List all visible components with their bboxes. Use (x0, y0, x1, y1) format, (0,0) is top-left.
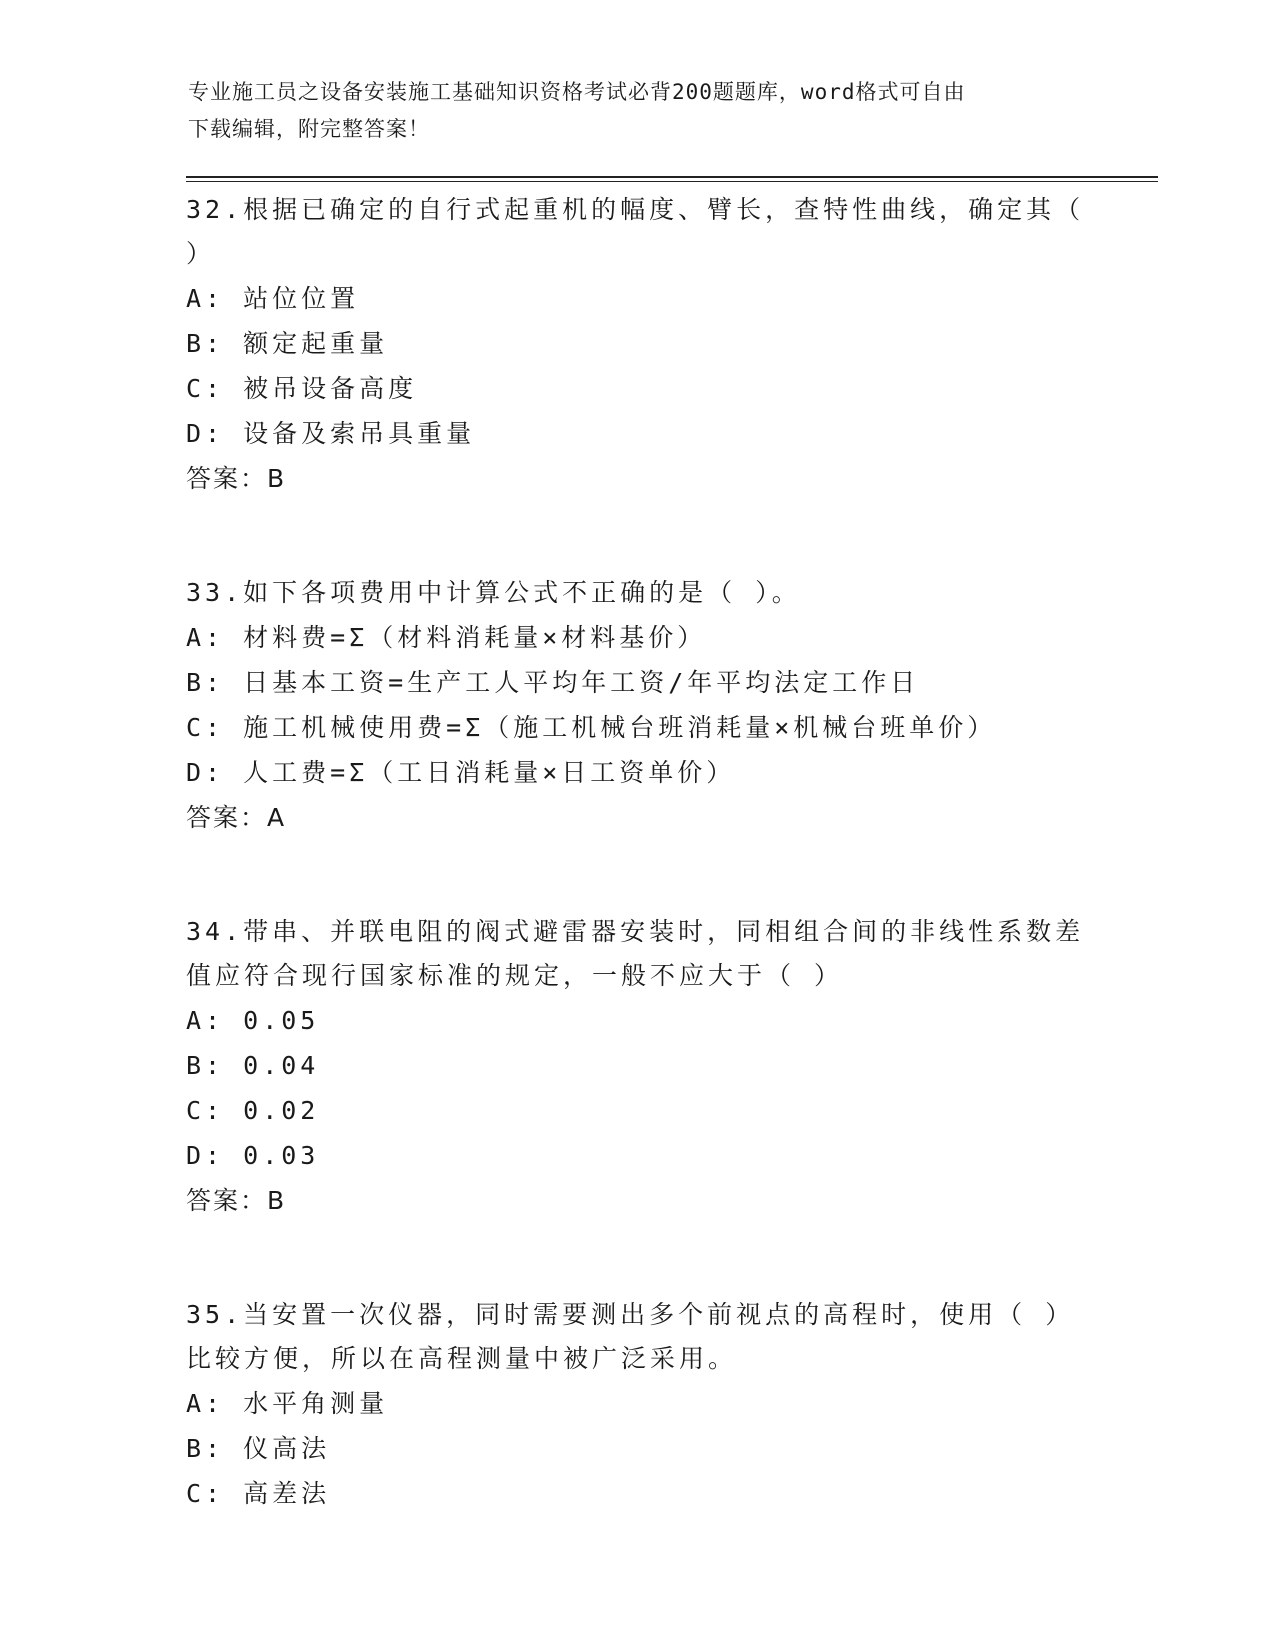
question-stem-line: 值应符合现行国家标准的规定，一般不应大于（ ） (186, 961, 844, 990)
answer-line: 答案：B (186, 464, 287, 493)
question-stem-line: 32.根据已确定的自行式起重机的幅度、臂长，查特性曲线，确定其（ (186, 195, 1085, 224)
question-35 (186, 1293, 1086, 1516)
header-line-2: 下载编辑，附完整答案！ (188, 117, 430, 141)
question-spacer (186, 501, 1086, 571)
question-stem-line: 33.如下各项费用中计算公式不正确的是（ ）。 (186, 578, 801, 607)
option-d: D: 设备及索吊具重量 (186, 419, 476, 448)
option-b: B: 额定起重量 (186, 329, 389, 358)
answer-line: 答案：A (186, 803, 287, 832)
question-stem-line: 35.当安置一次仪器，同时需要测出多个前视点的高程时，使用（ ） (186, 1300, 1075, 1329)
option-b: B: 日基本工资=生产工人平均年工资/年平均法定工作日 (186, 668, 920, 697)
document-header (188, 74, 1068, 148)
option-d: D: 0.03 (186, 1141, 320, 1170)
option-c: C: 施工机械使用费=Σ（施工机械台班消耗量×机械台班单价） (186, 713, 997, 742)
question-33 (186, 571, 1086, 840)
option-c: C: 0.02 (186, 1096, 320, 1125)
question-32 (186, 188, 1086, 501)
question-stem-line: 34.带串、并联电阻的阀式避雷器安装时，同相组合间的非线性系数差 (186, 917, 1085, 946)
option-b: B: 0.04 (186, 1051, 320, 1080)
option-a: A: 站位位置 (186, 284, 360, 313)
question-stem-line: 比较方便，所以在高程测量中被广泛采用。 (186, 1344, 738, 1373)
header-divider-thick (186, 176, 1158, 178)
answer-line: 答案：B (186, 1186, 287, 1215)
question-stem-line: ） (186, 239, 216, 268)
option-c: C: 被吊设备高度 (186, 374, 418, 403)
option-a: A: 水平角测量 (186, 1389, 389, 1418)
header-line-1: 专业施工员之设备安装施工基础知识资格考试必背200题题库，word格式可自由 (188, 80, 966, 104)
question-34 (186, 910, 1086, 1223)
question-spacer (186, 840, 1086, 910)
header-divider-thin (186, 181, 1158, 182)
option-a: A: 材料费=Σ（材料消耗量×材料基价） (186, 623, 707, 652)
option-d: D: 人工费=Σ（工日消耗量×日工资单价） (186, 758, 736, 787)
option-c: C: 高差法 (186, 1479, 331, 1508)
option-b: B: 仪高法 (186, 1434, 331, 1463)
question-list (186, 188, 1086, 1516)
question-spacer (186, 1223, 1086, 1293)
option-a: A: 0.05 (186, 1006, 320, 1035)
